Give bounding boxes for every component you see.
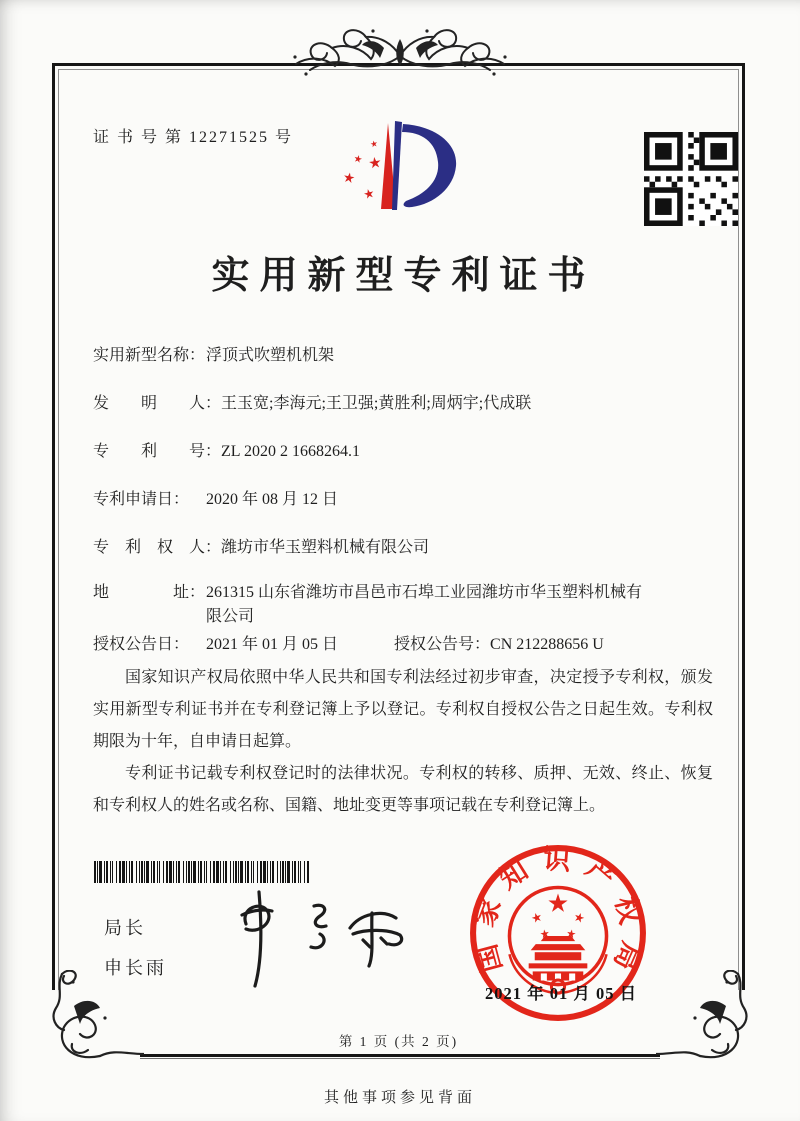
field-label: 实用新型名称： [93, 347, 206, 364]
field-label: 专利申请日： [93, 491, 190, 508]
field-patent-number [93, 440, 723, 464]
national-emblem-icon [509, 887, 606, 993]
field-patentee [93, 536, 723, 560]
field-address [93, 581, 723, 629]
field-label: 授权公告日： [93, 636, 190, 653]
field-value: 王玉宽;李海元;王卫强;黄胜利;周炳宇;代成联 [221, 395, 532, 412]
director-block [104, 914, 167, 994]
field-label: 专 利 权 人： [93, 539, 222, 556]
certificate-number: 证 书 号 第 12271525 号 [93, 129, 294, 146]
barcode [94, 861, 310, 883]
seal-date: 2021 年 01 月 05 日 [484, 984, 638, 1003]
field-utility-model-name [93, 344, 723, 368]
director-name: 申长雨 [104, 958, 167, 978]
back-side-note: 其他事项参见背面 [323, 1090, 476, 1106]
seal-text: 国家知识产权局 [468, 843, 648, 987]
field-value: 2021 年 01 月 05 日 [206, 636, 339, 653]
legal-paragraph-1: 国家知识产权局依照中华人民共和国专利法经过初步审查，决定授予专利权，颁发实用新型专利证书并在专利登记簿上予以登记。专利权自授权公告之日起生效。专利权期限为十年，自申请日起算。 [93, 669, 713, 750]
field-grant-info [93, 633, 723, 657]
certificate-title: 实用新型专利证书 [211, 255, 596, 297]
corner-flourish-icon [656, 970, 762, 1076]
top-ornament-flourish-icon [278, 6, 522, 86]
field-value: ZL 2020 2 1668264.1 [221, 443, 360, 460]
qr-code [644, 132, 738, 226]
director-title: 局长 [104, 918, 146, 938]
field-value: 261315 山东省潍坊市昌邑市石埠工业园潍坊市华玉塑料机械有限公司 [206, 584, 643, 625]
field-filing-date [93, 488, 723, 512]
field-label: 专 利 号： [93, 443, 222, 460]
field-value: 2020 年 08 月 12 日 [206, 491, 339, 508]
frame-bottom-rule [140, 1054, 660, 1059]
field-value: CN 212288656 U [490, 636, 604, 653]
legal-paragraph-2: 专利证书记载专利权登记时的法律状况。专利权的转移、质押、无效、终止、恢复和专利权人的姓名或名称、国籍、地址变更等事项记载在专利登记簿上。 [93, 765, 713, 814]
field-value: 浮顶式吹塑机机架 [206, 347, 335, 364]
cnipa-logo-icon [338, 110, 470, 236]
page-indicator: 第 1 页 (共 2 页) [338, 1034, 459, 1049]
field-inventors [93, 392, 723, 416]
field-label: 授权公告号： [394, 636, 491, 653]
signature-handwriting-icon [216, 884, 416, 990]
legal-text-block [93, 662, 713, 822]
field-value: 潍坊市华玉塑料机械有限公司 [221, 539, 430, 556]
field-label: 发 明 人： [93, 395, 222, 412]
field-label: 地 址： [93, 584, 206, 601]
